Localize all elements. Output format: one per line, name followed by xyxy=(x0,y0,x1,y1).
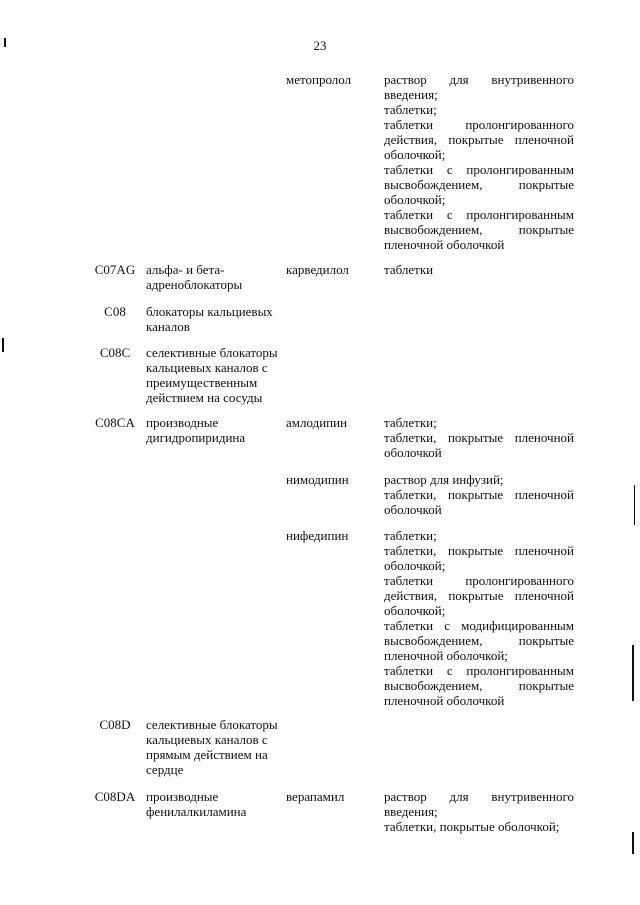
dosage-form: таблетки; xyxy=(384,528,437,543)
dosage-forms xyxy=(384,528,574,708)
atc-code: C08C xyxy=(99,345,131,360)
scan-mark xyxy=(632,645,634,701)
atc-group: производные дигидропиридина xyxy=(146,415,246,445)
page-number: 23 xyxy=(313,38,327,53)
dosage-form: таблетки с пролонгированным высвобождением, покрытые пленочной оболочкой xyxy=(384,663,574,708)
dosage-forms xyxy=(384,789,574,834)
atc-group: селективные блокаторы кальциевых каналов с прямым действием на сердце xyxy=(146,717,278,777)
scan-mark xyxy=(4,38,6,47)
atc-group: производные фенилалкиламина xyxy=(146,789,247,819)
dosage-form: таблетки с пролонгированным высвобождением, покрытые оболочкой; xyxy=(384,162,574,207)
atc-group: блокаторы кальциевых каналов xyxy=(146,304,273,334)
dosage-form: таблетки, покрытые пленочной оболочкой xyxy=(384,430,574,460)
drug-name: верапамил xyxy=(286,789,345,804)
dosage-form: таблетки с модифицированным высвобождением, покрытые пленочной оболочкой; xyxy=(384,618,574,663)
dosage-form: таблетки с пролонгированным высвобождением, покрытые пленочной оболочкой xyxy=(384,207,574,252)
dosage-form: таблетки, покрытые пленочной оболочкой; xyxy=(384,543,574,573)
dosage-forms xyxy=(384,262,574,277)
atc-code: C08 xyxy=(104,304,126,319)
atc-code: C08D xyxy=(99,717,131,732)
dosage-form: таблетки пролонгированного действия, покрытые пленочной оболочкой; xyxy=(384,573,574,618)
dosage-forms xyxy=(384,72,574,252)
atc-group: альфа- и бета-адреноблокаторы xyxy=(146,262,243,292)
dosage-form: раствор для внутривенного введения; xyxy=(384,789,574,819)
dosage-form: таблетки; xyxy=(384,415,437,430)
dosage-forms xyxy=(384,415,574,460)
atc-code: C08DA xyxy=(94,789,136,804)
dosage-form: таблетки пролонгированного действия, покрытые пленочной оболочкой; xyxy=(384,117,574,162)
dosage-form: таблетки, покрытые оболочкой; xyxy=(384,819,560,834)
dosage-form: раствор для инфузий; xyxy=(384,472,504,487)
atc-code: C08CA xyxy=(95,415,135,430)
scan-mark xyxy=(2,338,4,352)
dosage-form: таблетки xyxy=(384,262,434,277)
atc-code: C07AG xyxy=(94,262,136,277)
dosage-form: таблетки, покрытые пленочной оболочкой xyxy=(384,487,574,517)
scan-mark xyxy=(634,485,635,525)
drug-name: амлодипин xyxy=(286,415,348,430)
drug-name: карведилол xyxy=(286,262,349,277)
drug-name: метопролол xyxy=(286,72,352,87)
dosage-form: таблетки; xyxy=(384,102,437,117)
dosage-form: раствор для внутривенного введения; xyxy=(384,72,574,102)
scan-mark xyxy=(632,832,634,854)
atc-group: селективные блокаторы кальциевых каналов с преимущественным действием на сосуды xyxy=(146,345,278,405)
drug-name: нифедипин xyxy=(286,528,349,543)
drug-name: нимодипин xyxy=(286,472,349,487)
dosage-forms xyxy=(384,472,574,517)
